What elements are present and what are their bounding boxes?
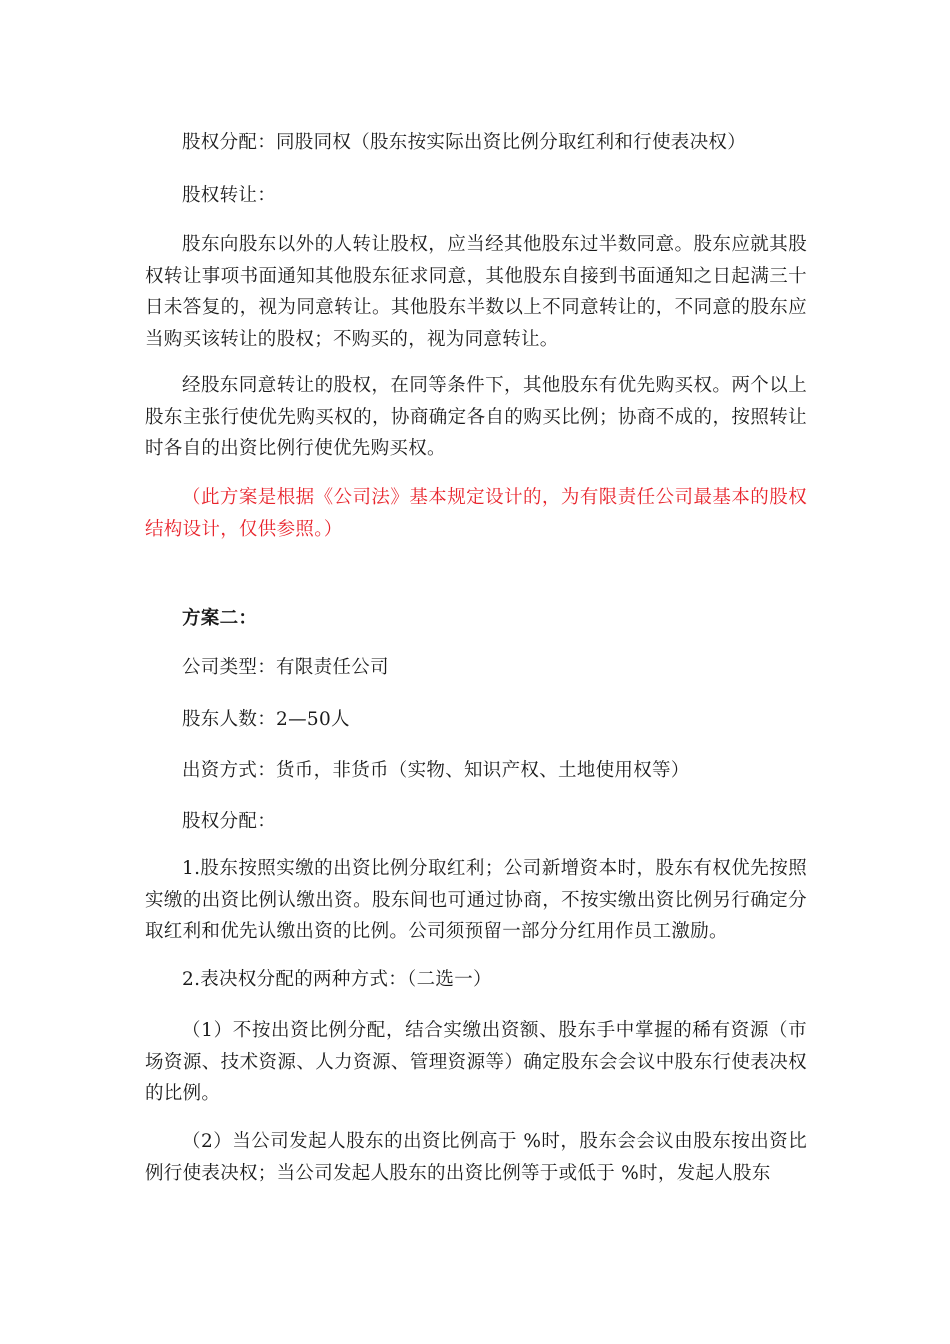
contribution-method-line: 出资方式：货币，非货币（实物、知识产权、土地使用权等）: [182, 760, 690, 781]
equity-distribution-line: 股权分配：同股同权（股东按实际出资比例分取红利和行使表决权）: [182, 132, 747, 153]
transfer-to-outsiders-paragraph: 股东向股东以外的人转让股权，应当经其他股东过半数同意。股东应就其股权转让事项书面通知其他股东征求同意，其他股东自接到书面通知之日起满三十日未答复的，视为同意转让。其他股东半数以上不同意转让的，不同意的股东应当购买该转让的股权；不购买的，视为同意转让。: [145, 234, 807, 350]
voting-methods-line: 2.表决权分配的两种方式：（二选一）: [182, 969, 492, 990]
equity-transfer-heading: 股权转让：: [182, 185, 277, 206]
voting-option-two: （2）当公司发起人股东的出资比例高于 %时，股东会会议由股东按出资比例行使表决权；当公司发起人股东的出资比例等于或低于 %时，发起人股东: [145, 1131, 807, 1184]
preemptive-right-paragraph: 经股东同意转让的股权，在同等条件下，其他股东有优先购买权。两个以上股东主张行使优先购买权的，协商确定各自的购买比例；协商不成的，按照转让时各自的出资比例行使优先购买权。: [145, 375, 807, 459]
plan-note: （此方案是根据《公司法》基本规定设计的，为有限责任公司最基本的股权结构设计，仅供参照。）: [145, 487, 807, 540]
company-type-line: 公司类型：有限责任公司: [182, 657, 389, 678]
dividend-paragraph: 1.股东按照实缴的出资比例分取红利；公司新增资本时，股东有权优先按照实缴的出资比例认缴出资。股东间也可通过协商，不按实缴出资比例另行确定分取红利和优先认缴出资的比例。公司须预留一部分分红用作员工激励。: [145, 858, 807, 942]
voting-option-one: （1）不按出资比例分配，结合实缴出资额、股东手中掌握的稀有资源（市场资源、技术资源、人力资源、管理资源等）确定股东会会议中股东行使表决权的比例。: [145, 1020, 807, 1104]
shareholder-count-line: 股东人数：2—50人: [182, 709, 350, 730]
equity-distribution-heading: 股权分配：: [182, 811, 277, 832]
plan-two-heading: 方案二：: [182, 608, 258, 629]
